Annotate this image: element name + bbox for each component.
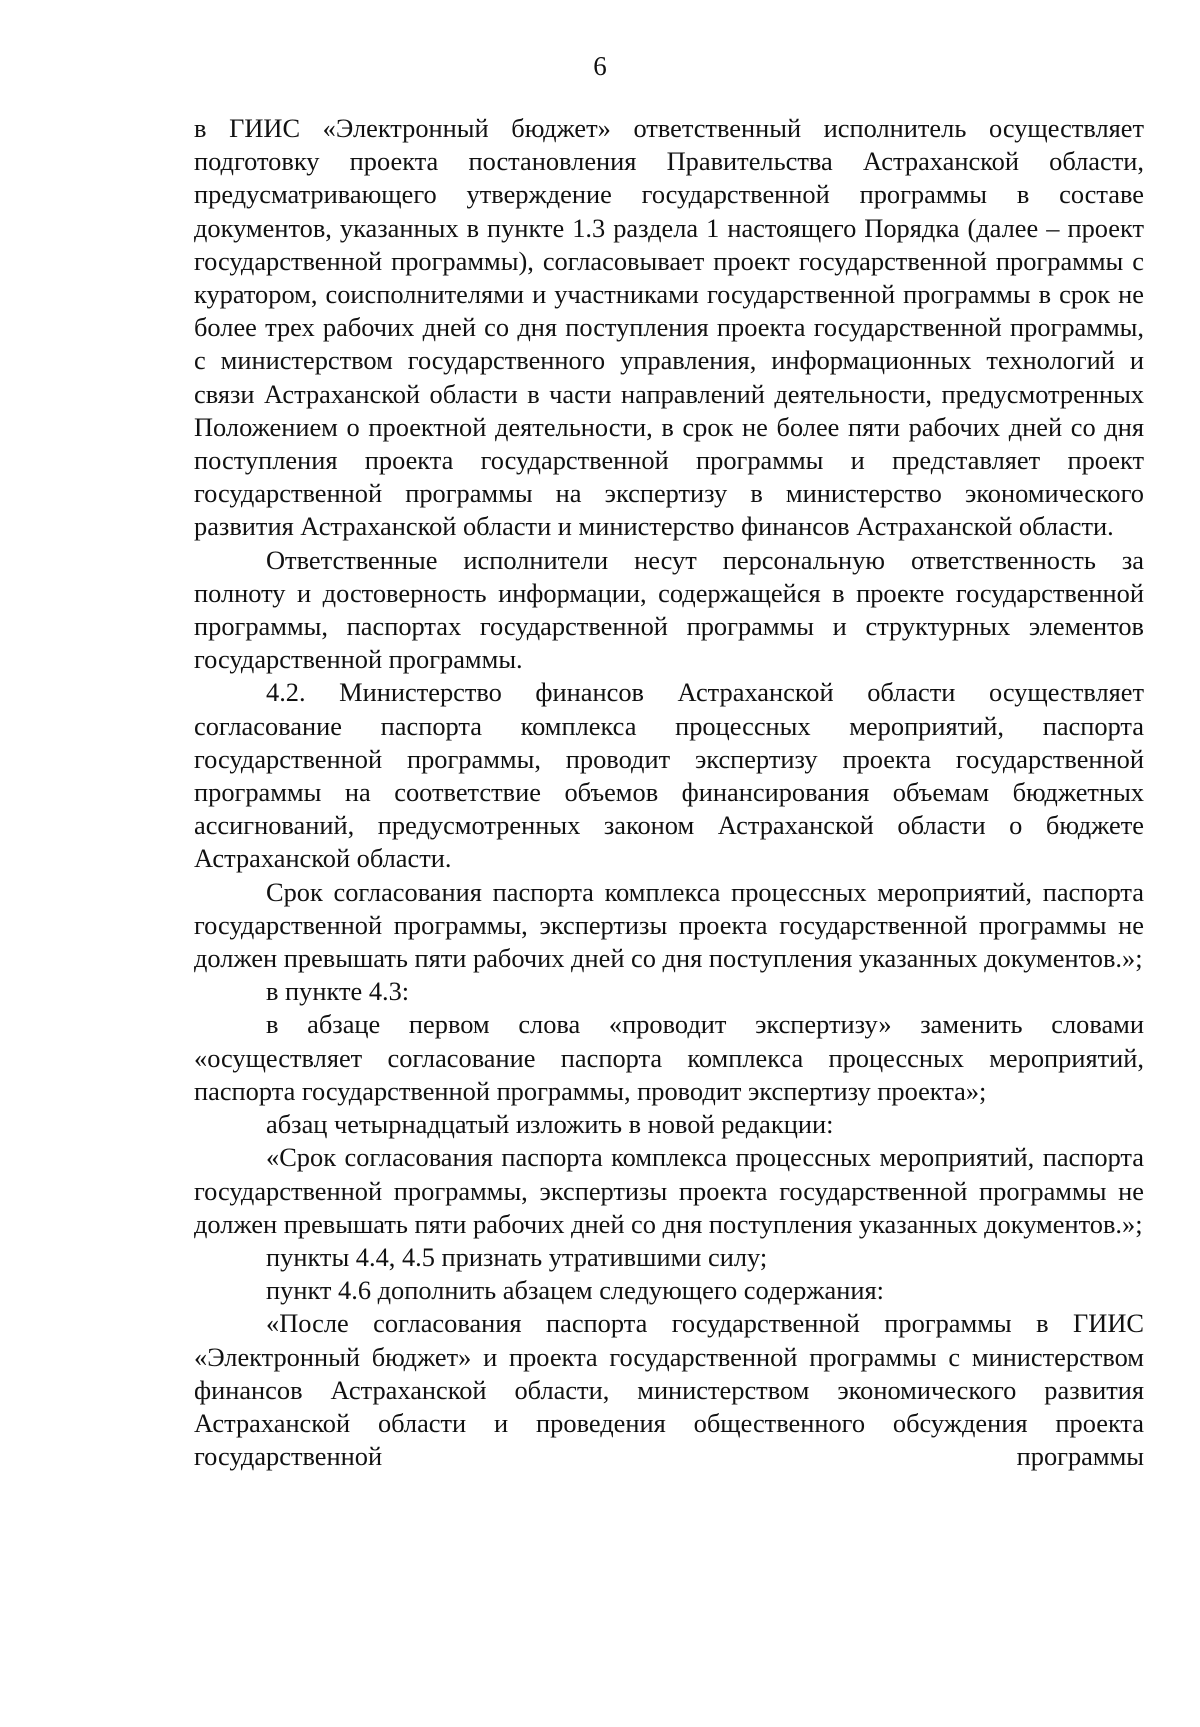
paragraph: абзац четырнадцатый изложить в новой редакции: — [266, 1109, 834, 1140]
page-number: 6 — [593, 51, 607, 81]
paragraph: в пункте 4.3: — [266, 976, 410, 1007]
paragraph: «Срок согласования паспорта комплекса процессных мероприятий, паспорта государственной программы, экспертизы проекта государственной программы не должен превышать пяти рабочих дней со дня поступления указанных документов.»; — [194, 1142, 1144, 1239]
paragraph: 4.2. Министерство финансов Астраханской области осуществляет согласование паспорта комплекса процессных мероприятий, паспорта государственной программы, проводит экспертизу проекта государственной программы на соответствие объемов финансирования объемам бюджетных ассигнований, предусмотренных законом Астраханской области о бюджете Астраханской области. — [194, 677, 1144, 874]
paragraph: пункты 4.4, 4.5 признать утратившими силу; — [266, 1241, 768, 1272]
paragraph: «После согласования паспорта государственной программы в ГИИС «Электронный бюджет» и проекта государственной программы с министерством финансов Астраханской области, министерством экономического развития Астраханской области и проведения общественного обсуждения проекта государственной программы — [194, 1308, 1144, 1472]
document-body — [194, 112, 1144, 1473]
paragraph: пункт 4.6 дополнить абзацем следующего содержания: — [266, 1275, 884, 1306]
paragraph: Срок согласования паспорта комплекса процессных мероприятий, паспорта государственной программы, экспертизы проекта государственной программы не должен превышать пяти рабочих дней со дня поступления указанных документов.»; — [194, 876, 1144, 974]
paragraph: в абзаце первом слова «проводит экспертизу» заменить словами «осуществляет согласование паспорта комплекса процессных мероприятий, паспорта государственной программы, проводит экспертизу проекта»; — [194, 1009, 1144, 1106]
paragraph: Ответственные исполнители несут персональную ответственность за полноту и достоверность информации, содержащейся в проекте государственной программы, паспортах государственной программы и структурных элементов государственной программы. — [194, 544, 1144, 675]
paragraph: в ГИИС «Электронный бюджет» ответственный исполнитель осуществляет подготовку проекта постановления Правительства Астраханской области, предусматривающего утверждение государственной программы в составе документов, указанных в пункте 1.3 раздела 1 настоящего Порядка (далее – проект государственной программы), согласовывает проект государственной программы с куратором, соисполнителями и участниками государственной программы в срок не более трех рабочих дней со дня поступления проекта государственной программы, с министерством государственного управления, информационных технологий и связи Астраханской области в части направлений деятельности, предусмотренных Положением о проектной деятельности, в срок не более пяти рабочих дней со дня поступления проекта государственной программы и представляет проект государственной программы на экспертизу в министерство экономического развития Астраханской области и министерство финансов Астраханской области. — [194, 113, 1144, 542]
